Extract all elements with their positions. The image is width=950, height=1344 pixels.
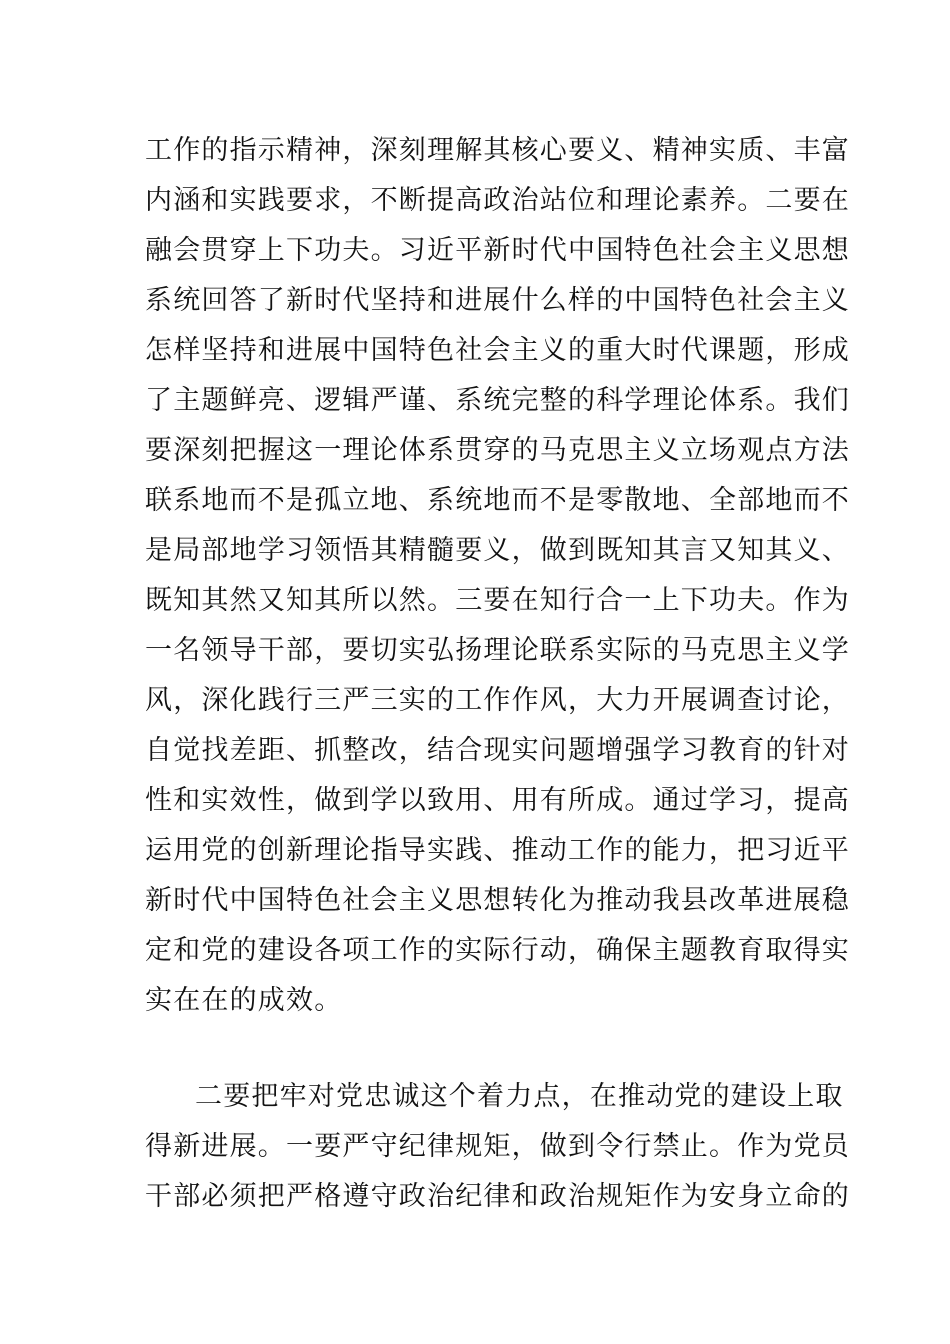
text-line: 要深刻把握这一理论体系贯穿的马克思主义立场观点方法 <box>145 435 850 466</box>
text-line: 自觉找差距、抓整改，结合现实问题增强学习教育的针对 <box>145 735 850 766</box>
text-line: 定和党的建设各项工作的实际行动，确保主题教育取得实 <box>145 935 850 966</box>
text-line: 二要把牢对党忠诚这个着力点，在推动党的建设上取 <box>195 1081 844 1112</box>
text-line: 性和实效性，做到学以致用、用有所成。通过学习，提高 <box>145 785 850 816</box>
text-line: 工作的指示精神，深刻理解其核心要义、精神实质、丰富 <box>145 135 850 166</box>
text-line: 了主题鲜亮、逻辑严谨、系统完整的科学理论体系。我们 <box>145 385 850 416</box>
text-line: 既知其然又知其所以然。三要在知行合一上下功夫。作为 <box>145 585 850 616</box>
text-line: 运用党的创新理论指导实践、推动工作的能力，把习近平 <box>145 835 850 866</box>
text-line: 是局部地学习领悟其精髓要义，做到既知其言又知其义、 <box>145 535 850 566</box>
text-line: 干部必须把严格遵守政治纪律和政治规矩作为安身立命的 <box>145 1181 850 1212</box>
text-line: 实在在的成效。 <box>145 985 343 1016</box>
text-line: 风，深化践行三严三实的工作作风，大力开展调查讨论， <box>145 685 850 716</box>
text-line: 得新进展。一要严守纪律规矩，做到令行禁止。作为党员 <box>145 1131 850 1162</box>
text-line: 内涵和实践要求，不断提高政治站位和理论素养。二要在 <box>145 185 850 216</box>
text-line: 融会贯穿上下功夫。习近平新时代中国特色社会主义思想 <box>145 235 850 266</box>
text-line: 系统回答了新时代坚持和进展什么样的中国特色社会主义 <box>145 285 850 316</box>
text-line: 怎样坚持和进展中国特色社会主义的重大时代课题，形成 <box>145 335 850 366</box>
text-line: 新时代中国特色社会主义思想转化为推动我县改革进展稳 <box>145 885 850 916</box>
text-line: 一名领导干部，要切实弘扬理论联系实际的马克思主义学 <box>145 635 850 666</box>
text-line: 联系地而不是孤立地、系统地而不是零散地、全部地而不 <box>145 485 850 516</box>
